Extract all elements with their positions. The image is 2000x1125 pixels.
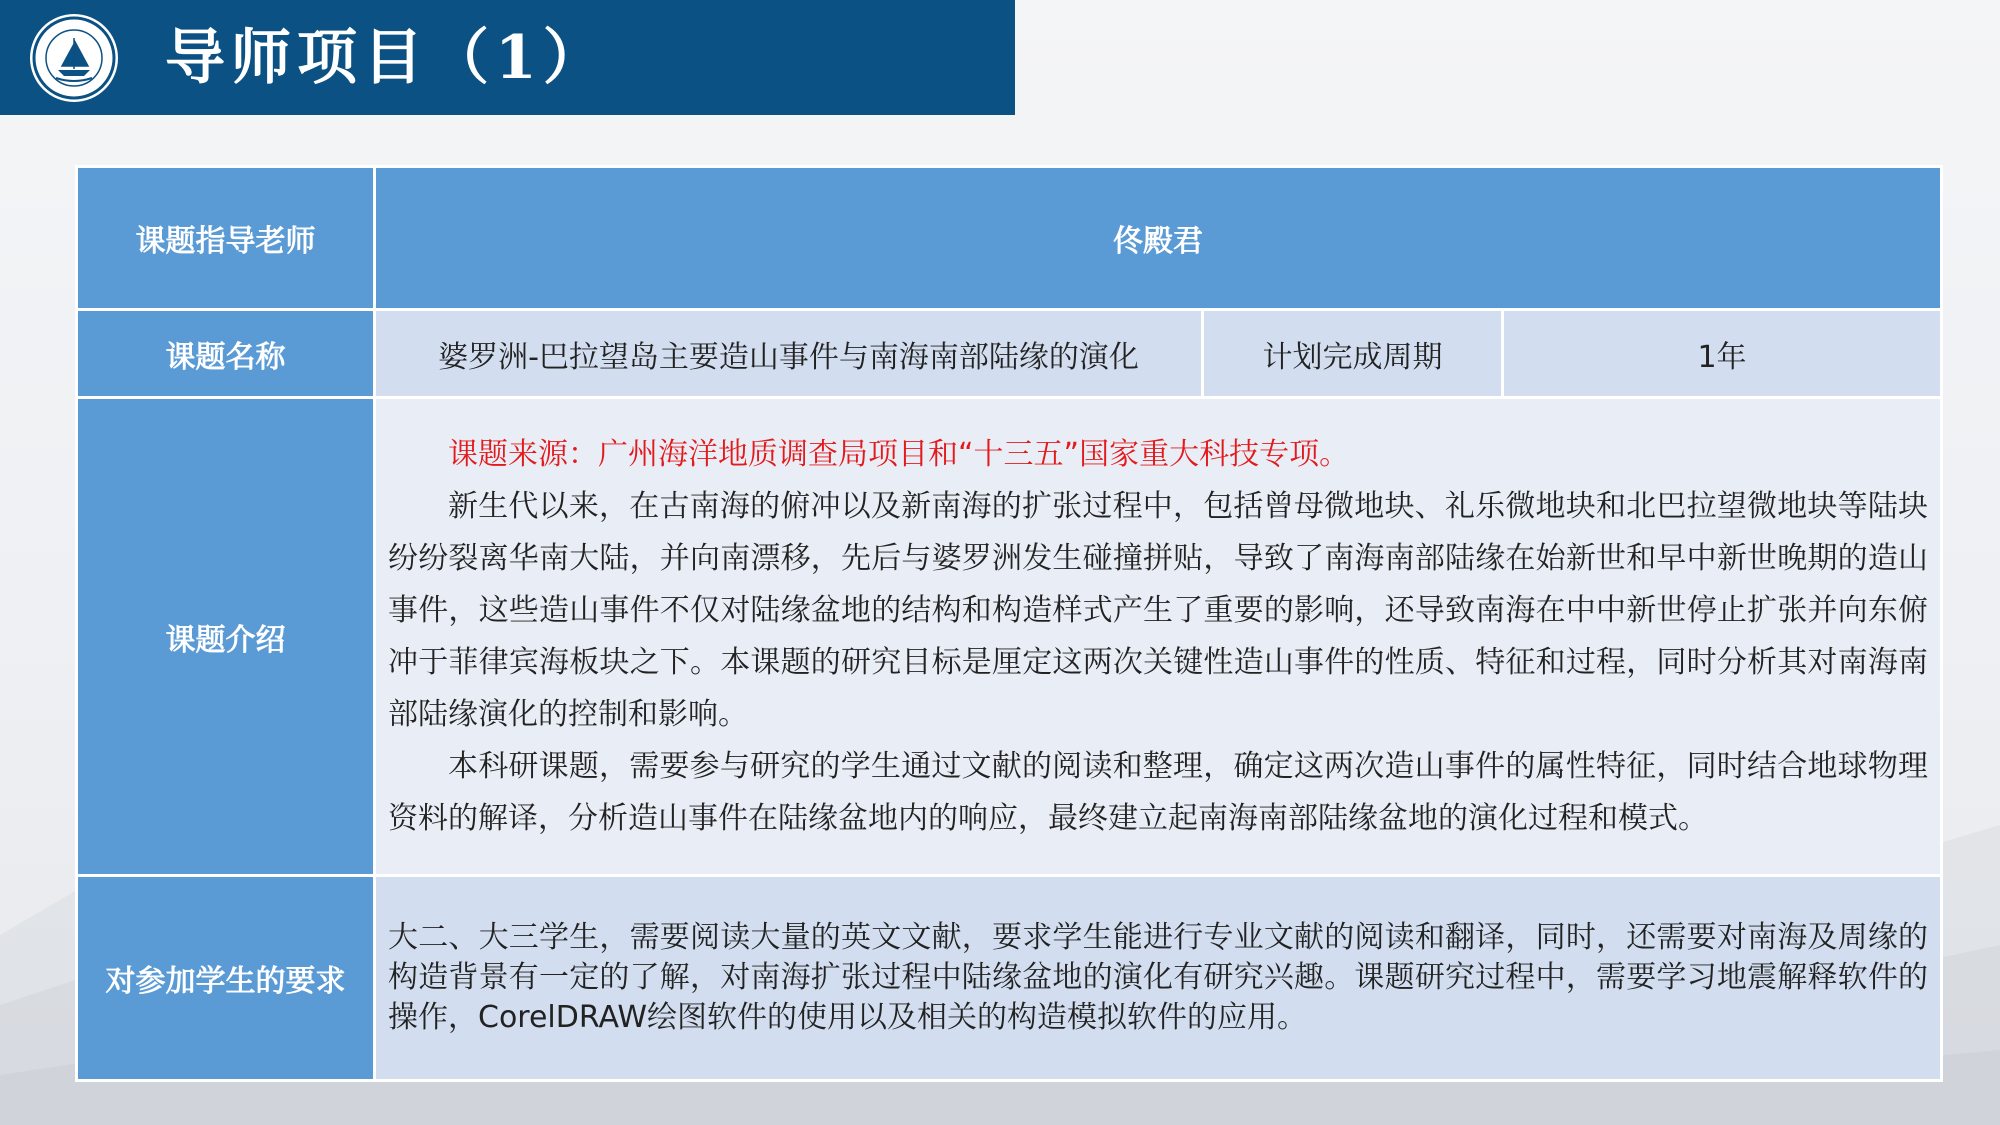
topic-label: 课题名称 [77,310,375,398]
period-value: 1年 [1503,310,1942,398]
intro-row [77,398,1942,876]
requirements-row [77,876,1942,1081]
university-logo-icon [28,12,120,104]
period-label: 计划完成周期 [1203,310,1503,398]
page-title: 导师项目（1） [165,23,609,93]
advisor-label: 课题指导老师 [77,167,375,310]
advisor-row [77,167,1942,310]
advisor-name: 佟殿君 [375,167,1942,310]
intro-paragraph-1: 新生代以来，在古南海的俯冲以及新南海的扩张过程中，包括曾母微地块、礼乐微地块和北巴拉望微地块等陆块纷纷裂离华南大陆，并向南漂移，先后与婆罗洲发生碰撞拼贴，导致了南海南部陆缘在始新世和早中新世晚期的造山事件，这些造山事件不仅对陆缘盆地的结构和构造样式产生了重要的影响，还导致南海在中中新世停止扩张并向东俯冲于菲律宾海板块之下。本课题的研究目标是厘定这两次关键性造山事件的性质、特征和过程，同时分析其对南海南部陆缘演化的控制和影响。 [388,488,1929,732]
intro-content [375,398,1942,876]
topic-row [77,310,1942,398]
project-info-table [75,165,1943,1082]
title-bar [0,0,1015,115]
requirements-label: 对参加学生的要求 [77,876,375,1081]
topic-name: 婆罗洲-巴拉望岛主要造山事件与南海南部陆缘的演化 [375,310,1203,398]
requirements-text: 大二、大三学生，需要阅读大量的英文文献，要求学生能进行专业文献的阅读和翻译，同时，还需要对南海及周缘的构造背景有一定的了解，对南海扩张过程中陆缘盆地的演化有研究兴趣。课题研究过程中，需要学习地震解释软件的操作，CorelDRAW绘图软件的使用以及相关的构造模拟软件的应用。 [375,876,1942,1081]
project-source: 课题来源：广州海洋地质调查局项目和“十三五”国家重大科技专项。 [448,436,1350,472]
intro-paragraph-2: 本科研课题，需要参与研究的学生通过文献的阅读和整理，确定这两次造山事件的属性特征，同时结合地球物理资料的解译，分析造山事件在陆缘盆地内的响应，最终建立起南海南部陆缘盆地的演化过程和模式。 [388,748,1929,836]
intro-label: 课题介绍 [77,398,375,876]
